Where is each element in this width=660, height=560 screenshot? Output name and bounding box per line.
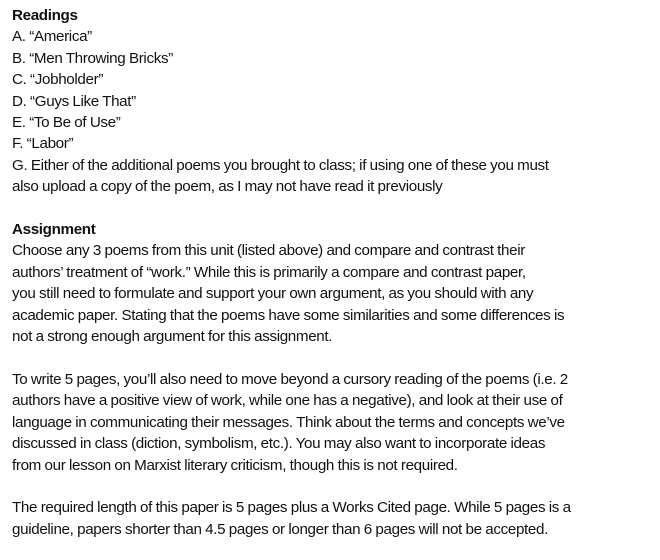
paragraph-line: discussed in class (diction, symbolism, etc.). You may also want to incorporate ideas: [12, 435, 546, 453]
assignment-heading: Assignment: [12, 221, 96, 239]
assignment-paragraph-3: [12, 497, 652, 540]
paragraph-line: authors’ treatment of “work.” While this is primarily a compare and contrast paper,: [12, 263, 526, 281]
reading-item-g-line: also upload a copy of the poem, as I may not have read it previously: [12, 178, 443, 196]
readings-list: [12, 26, 652, 197]
reading-item-e: E. “To Be of Use”: [12, 114, 121, 132]
reading-item-g-line: G. Either of the additional poems you brought to class; if using one of these you must: [12, 156, 549, 174]
paragraph-spacer: [12, 347, 652, 368]
paragraph-line: language in communicating their messages. Think about the terms and concepts we’ve: [12, 413, 565, 431]
paragraph-line: you still need to formulate and support your own argument, as you should with any: [12, 285, 534, 303]
reading-item-c: C. “Jobholder”: [12, 71, 104, 89]
paragraph-line: academic paper. Stating that the poems have some similarities and some differences is: [12, 306, 565, 324]
paragraph-line: not a strong enough argument for this assignment.: [12, 328, 333, 346]
paragraph-spacer: [12, 198, 652, 219]
paragraph-line: Choose any 3 poems from this unit (listed above) and compare and contrast their: [12, 242, 525, 260]
readings-heading: Readings: [12, 7, 78, 24]
paragraph-line: authors have a positive view of work, while one has a negative), and look at their use of: [12, 392, 563, 410]
assignment-section: [12, 219, 652, 540]
reading-item-a: A. “America”: [12, 28, 92, 46]
assignment-paragraph-2: [12, 369, 652, 476]
paragraph-line: guideline, papers shorter than 4.5 pages or longer than 6 pages will not be accepted.: [12, 520, 548, 538]
reading-item-f: F. “Labor”: [12, 135, 74, 153]
reading-item-g: [12, 155, 652, 198]
paragraph-line: from our lesson on Marxist literary criticism, though this is not required.: [12, 456, 458, 474]
readings-section: [12, 5, 652, 198]
paragraph-line: To write 5 pages, you’ll also need to move beyond a cursory reading of the poems (i.e. 2: [12, 370, 568, 388]
paragraph-line: The required length of this paper is 5 pages plus a Works Cited page. While 5 pages is a: [12, 499, 571, 517]
paragraph-spacer: [12, 476, 652, 497]
reading-item-b: B. “Men Throwing Bricks”: [12, 49, 173, 67]
assignment-paragraph-1: [12, 240, 652, 347]
reading-item-d: D. “Guys Like That”: [12, 92, 136, 110]
